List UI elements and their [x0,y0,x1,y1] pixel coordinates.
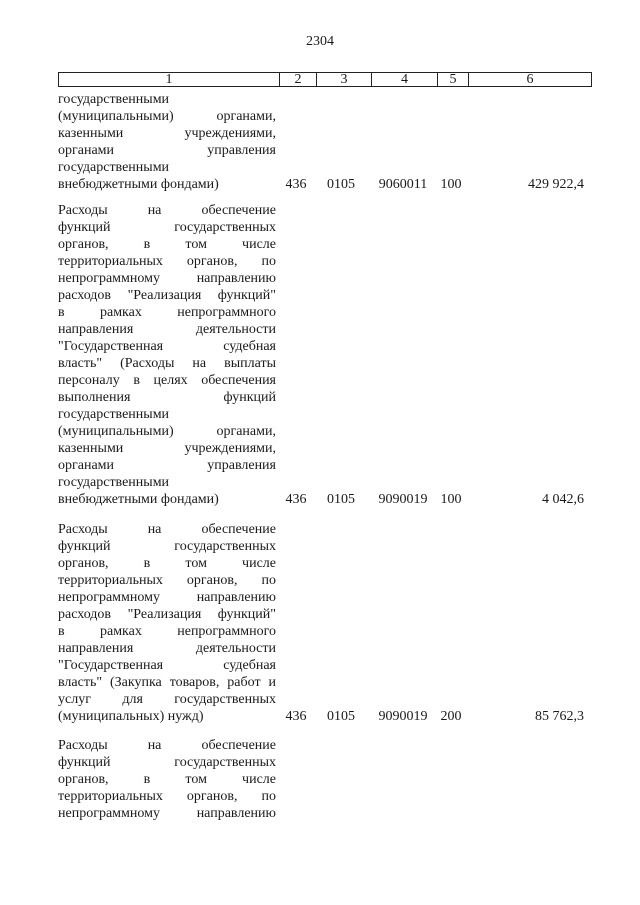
cell-col-2: 436 [285,492,307,507]
description-line: услуг для государственных [58,692,276,707]
description-line: функций государственных [58,539,276,554]
description-line: казенными учреждениями, [58,126,276,141]
description-line: органами управления [58,458,276,473]
cell-col-4: 9090019 [378,709,428,724]
description-line: органов, в том числе [58,237,276,252]
description-line: в рамках непрограммного [58,305,276,320]
description-line: государственными [58,92,170,107]
cell-col-2: 436 [285,709,307,724]
description-line: территориальных органов, по [58,254,276,269]
description-line: государственными [58,475,170,490]
header-col-5: 5 [438,73,469,86]
header-col-6: 6 [526,72,534,87]
description-line: функций государственных [58,755,276,770]
cell-col-4: 9060011 [378,177,428,192]
cell-col-6: 85 762,3 [535,709,584,724]
description-line: Расходы на обеспечение [58,522,276,537]
description-line: непрограммному направлению [58,806,276,821]
description-line: (муниципальных) нужд) [58,709,204,724]
cell-col-5: 200 [440,709,462,724]
description-line: власть" (Закупка товаров, работ и [58,675,276,690]
description-line: в рамках непрограммного [58,624,276,639]
header-col-4: 4 [372,73,438,86]
header-col-2: 2 [280,73,317,86]
row-description [58,737,276,822]
description-line: Расходы на обеспечение [58,203,276,218]
description-line: "Государственная судебная [58,339,276,354]
description-line: органов, в том числе [58,772,276,787]
cell-col-3: 0105 [327,177,355,192]
cell-col-6: 4 042,6 [542,492,584,507]
description-line: выполнения функций [58,390,276,405]
description-line: органами управления [58,143,276,158]
cell-col-3: 0105 [327,492,355,507]
description-line: направления деятельности [58,641,276,656]
description-line: (муниципальными) органами, [58,424,276,439]
header-col-3: 3 [317,73,372,86]
description-line: расходов "Реализация функций" [58,607,276,622]
description-line: непрограммному направлению [58,590,276,605]
description-line: государственными [58,160,170,175]
cell-col-5: 100 [440,492,462,507]
description-line: направления деятельности [58,322,276,337]
description-line: расходов "Реализация функций" [58,288,276,303]
description-line: внебюджетными фондами) [58,177,219,192]
description-line: функций государственных [58,220,276,235]
description-line: территориальных органов, по [58,573,276,588]
description-line: власть" (Расходы на выплаты [58,356,276,371]
description-line: казенными учреждениями, [58,441,276,456]
cell-col-2: 436 [285,177,307,192]
description-line: органов, в том числе [58,556,276,571]
description-line: государственными [58,407,170,422]
description-line: (муниципальными) органами, [58,109,276,124]
description-line: территориальных органов, по [58,789,276,804]
description-line: "Государственная судебная [58,658,276,673]
row-description [58,202,276,508]
cell-col-3: 0105 [327,709,355,724]
cell-col-5: 100 [440,177,462,192]
page-number: 2304 [306,34,334,49]
row-description [58,521,276,725]
cell-col-6: 429 922,4 [528,177,584,192]
description-line: персоналу в целях обеспечения [58,373,276,388]
cell-col-4: 9090019 [378,492,428,507]
table-header [58,72,592,87]
description-line: непрограммному направлению [58,271,276,286]
row-description [58,91,276,193]
description-line: внебюджетными фондами) [58,492,219,507]
description-line: Расходы на обеспечение [58,738,276,753]
header-col-1: 1 [59,73,280,86]
